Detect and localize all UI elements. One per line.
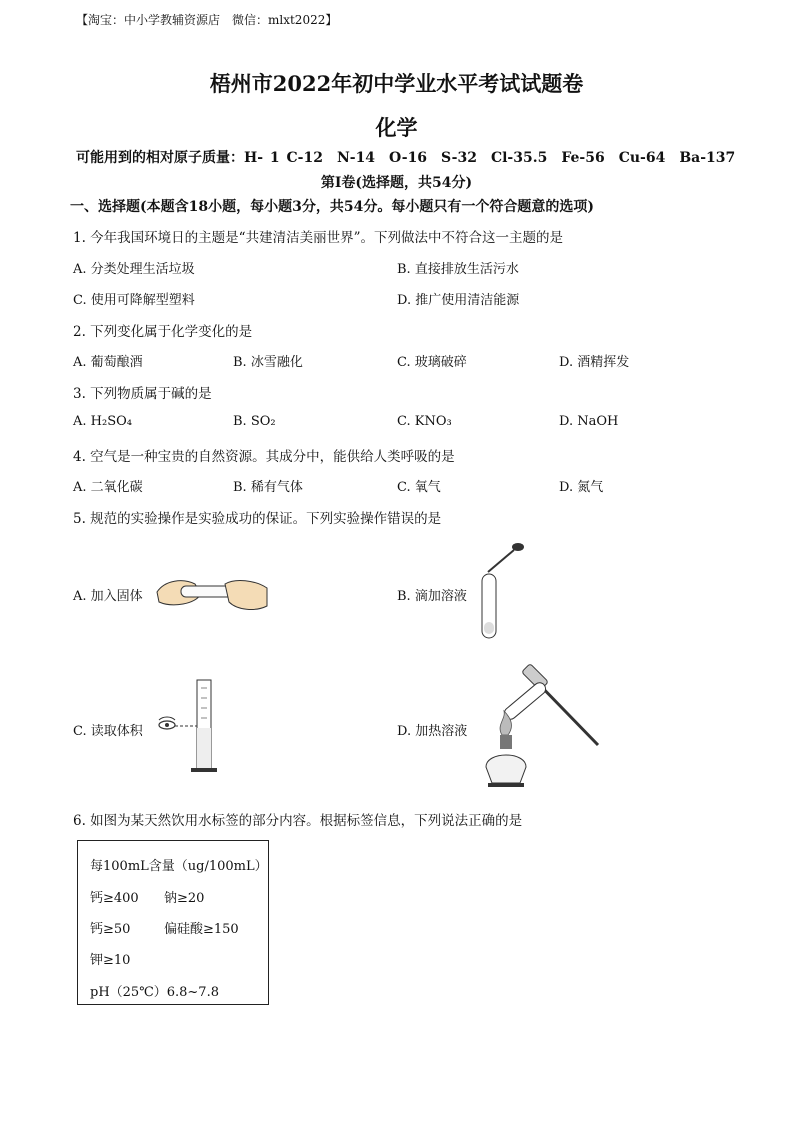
q2-option-c: C. 玻璃破碎 <box>397 355 467 370</box>
label-row-1-col-1: 钙≥400 <box>90 891 139 906</box>
section-title: 一、选择题(本题含18小题，每小题3分，共54分。每小题只有一个符合题意的选项) <box>70 199 594 215</box>
q1-option-a: A. 分类处理生活垃圾 <box>73 262 195 277</box>
exam-title: 梧州市2022年初中学业水平考试试题卷 <box>209 71 584 96</box>
label-row-4: pH（25℃）6.8~7.8 <box>90 985 219 1000</box>
page-header: 【淘宝：中小学教辅资源店 微信：mlxt2022】 <box>76 13 338 27</box>
q2-option-b: B. 冰雪融化 <box>233 355 303 370</box>
question-5-stem: 5. 规范的实验操作是实验成功的保证。下列实验操作错误的是 <box>73 511 442 527</box>
q1-option-b: B. 直接排放生活污水 <box>397 262 519 277</box>
q1-option-d: D. 推广使用清洁能源 <box>397 293 520 308</box>
q4-option-d: D. 氮气 <box>559 480 604 495</box>
label-heading: 每100mL含量（ug/100mL） <box>90 859 268 874</box>
subject-title: 化学 <box>375 115 418 140</box>
label-row-2-col-2: 偏硅酸≥150 <box>164 922 239 937</box>
question-3-stem: 3. 下列物质属于碱的是 <box>73 386 212 402</box>
q3-option-b: B. SO₂ <box>233 414 276 429</box>
q1-option-c: C. 使用可降解型塑料 <box>73 293 195 308</box>
q3-option-c: C. KNO₃ <box>397 414 452 429</box>
dropper-illustration <box>478 542 526 644</box>
q5-option-b: B. 滴加溶液 <box>397 589 467 604</box>
label-row-1-col-2: 钠≥20 <box>164 891 205 906</box>
question-6-stem: 6. 如图为某天然饮用水标签的部分内容。根据标签信息，下列说法正确的是 <box>73 813 523 829</box>
q3-option-d: D. NaOH <box>559 414 619 429</box>
question-4-stem: 4. 空气是一种宝贵的自然资源。其成分中，能供给人类呼吸的是 <box>73 449 455 465</box>
add-solid-illustration <box>155 570 270 620</box>
q5-option-c: C. 读取体积 <box>73 724 143 739</box>
q5-option-d: D. 加热溶液 <box>397 724 468 739</box>
q4-option-a: A. 二氧化碳 <box>73 480 143 495</box>
water-label-box <box>77 840 269 1005</box>
heating-illustration <box>480 667 600 789</box>
q4-option-b: B. 稀有气体 <box>233 480 303 495</box>
label-row-2-col-1: 钙≥50 <box>90 922 131 937</box>
volume-title: 第Ⅰ卷(选择题，共54分) <box>320 175 473 191</box>
q4-option-c: C. 氧气 <box>397 480 441 495</box>
q3-option-a: A. H₂SO₄ <box>73 414 132 429</box>
label-row-3: 钾≥10 <box>90 953 131 968</box>
question-2-stem: 2. 下列变化属于化学变化的是 <box>73 324 253 340</box>
q2-option-d: D. 酒精挥发 <box>559 355 630 370</box>
q5-option-a: A. 加入固体 <box>73 589 143 604</box>
question-1-stem: 1. 今年我国环境日的主题是“共建清洁美丽世界”。下列做法中不符合这一主题的是 <box>73 230 563 246</box>
read-volume-illustration <box>145 678 225 776</box>
atomic-masses: 可能用到的相对原子质量：H- 1 C-12 N-14 O-16 S-32 Cl-35.5 Fe-56 Cu-64 Ba-137 <box>76 150 736 166</box>
q2-option-a: A. 葡萄酿酒 <box>73 355 143 370</box>
